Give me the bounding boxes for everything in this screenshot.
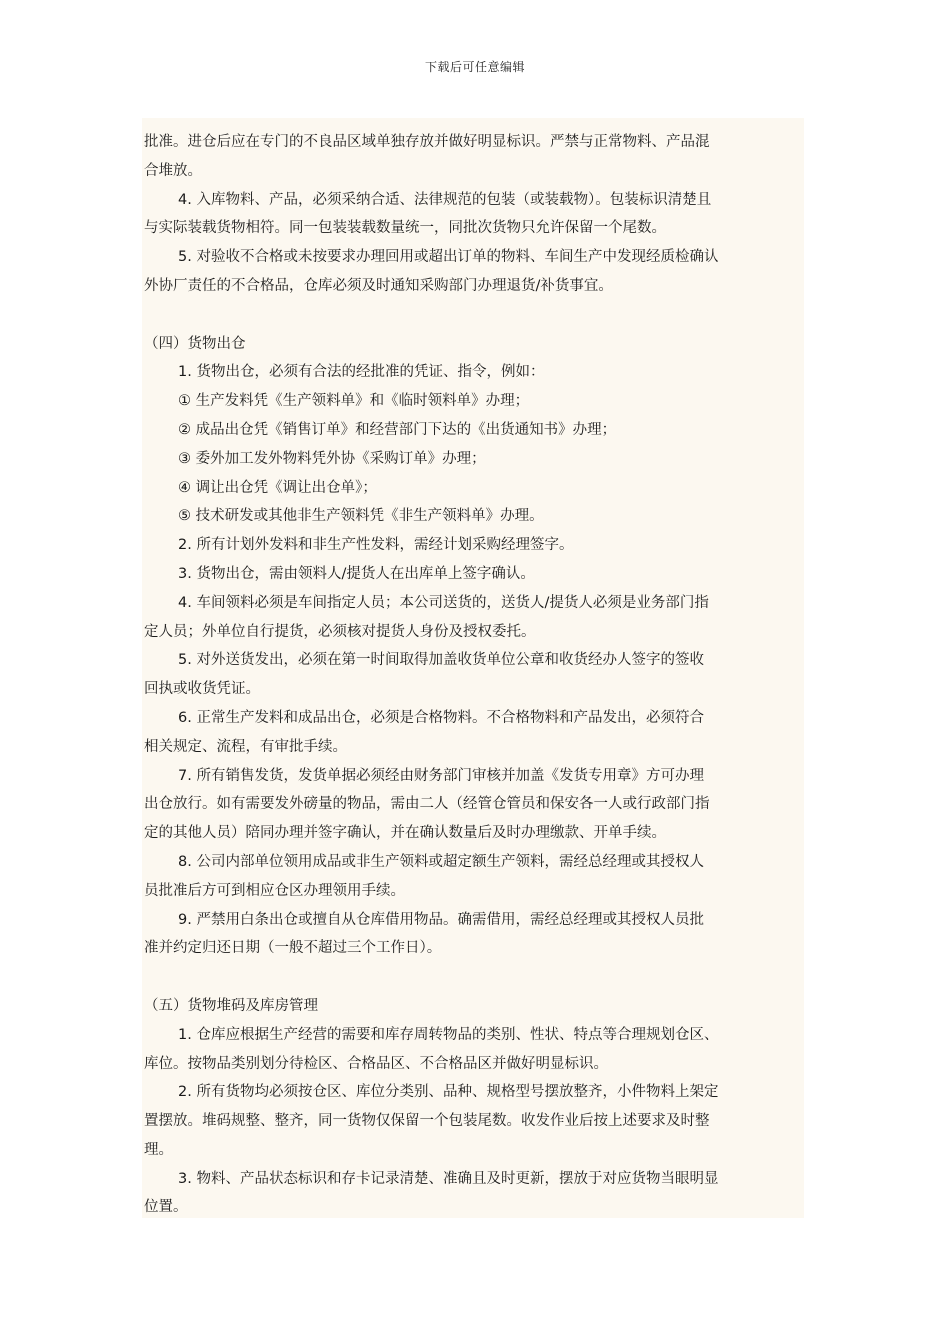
paragraph-gap	[144, 963, 806, 992]
text-line: 批准。进仓后应在专门的不良品区域单独存放并做好明显标识。严禁与正常物料、产品混	[144, 134, 710, 150]
text-line: 1. 仓库应根据生产经营的需要和库存周转物品的类别、性状、特点等合理规划仓区、	[178, 1026, 719, 1043]
text-line: ① 生产发料凭《生产领料单》和《临时领料单》办理；	[178, 393, 530, 410]
text-line: 相关规定、流程，有审批手续。	[144, 738, 347, 755]
text-line: 6. 正常生产发料和成品出仓，必须是合格物料。不合格物料和产品发出，必须符合	[178, 709, 704, 726]
text-line: 定人员；外单位自行提货，必须核对提货人身份及授权委托。	[144, 623, 536, 640]
text-line: 位置。	[144, 1199, 188, 1216]
text-line: 3. 货物出仓，需由领料人/提货人在出库单上签字确认。	[178, 565, 535, 582]
text-line: 出仓放行。如有需要发外磅量的物品，需由二人（经管仓管员和保安各一人或行政部门指	[144, 796, 710, 813]
text-line: ④ 调让出仓凭《调让出仓单》；	[178, 479, 377, 496]
text-line: 9. 严禁用白条出仓或擅自从仓库借用物品。确需借用，需经总经理或其授权人员批	[178, 911, 704, 928]
text-line: ③ 委外加工发外物料凭外协《采购订单》办理；	[178, 450, 486, 467]
text-line: 1. 货物出仓，必须有合法的经批准的凭证、指令，例如：	[178, 364, 545, 381]
text-line: 准并约定归还日期（一般不超过三个工作日）。	[144, 940, 442, 957]
paragraph-gap	[144, 301, 806, 330]
text-line: 5. 对外送货发出，必须在第一时间取得加盖收货单位公章和收货经办人签字的签收	[178, 652, 704, 669]
page-header: 下载后可任意编辑	[424, 60, 525, 74]
text-line: 2. 所有计划外发料和非生产性发料，需经计划采购经理签字。	[178, 537, 574, 554]
text-line: 2. 所有货物均必须按仓区、库位分类别、品种、规格型号摆放整齐，小件物料上架定	[178, 1084, 719, 1101]
text-line: 3. 物料、产品状态标识和存卡记录清楚、准确且及时更新，摆放于对应货物当眼明显	[178, 1170, 719, 1187]
text-line: ⑤ 技术研发或其他非生产领料凭《非生产领料单》办理。	[178, 508, 544, 525]
text-line: 与实际装载货物相符。同一包装装载数量统一，同批次货物只允许保留一个尾数。	[144, 220, 666, 237]
text-line: ② 成品出仓凭《销售订单》和经营部门下达的《出货通知书》办理；	[178, 421, 617, 438]
text-line: 定的其他人员）陪同办理并签字确认，并在确认数量后及时办理缴款、开单手续。	[144, 825, 666, 842]
text-line: 4. 入库物料、产品，必须采纳合适、法律规范的包装（或装载物）。包装标识清楚且	[178, 191, 712, 208]
text-line: 外协厂责任的不合格品，仓库必须及时通知采购部门办理退货/补货事宜。	[144, 277, 613, 294]
text-line: 合堆放。	[144, 162, 202, 179]
text-line: 回执或收货凭证。	[144, 681, 260, 698]
text-line: 4. 车间领料必须是车间指定人员；本公司送货的，送货人/提货人必须是业务部门指	[178, 594, 709, 611]
text-line: 库位。按物品类别划分待检区、合格品区、不合格品区并做好明显标识。	[144, 1055, 608, 1072]
text-line: 员批准后方可到相应仓区办理领用手续。	[144, 882, 405, 899]
text-line: （四）货物出仓	[144, 335, 246, 352]
text-line: 理。	[144, 1141, 173, 1158]
text-line: 8. 公司内部单位领用成品或非生产领料或超定额生产领料，需经总经理或其授权人	[178, 853, 704, 870]
text-line: 7. 所有销售发货，发货单据必须经由财务部门审核并加盖《发货专用章》方可办理	[178, 767, 704, 784]
document-body	[144, 128, 806, 1222]
text-line: 5. 对验收不合格或未按要求办理回用或超出订单的物料、车间生产中发现经质检确认	[178, 249, 719, 266]
text-line: （五）货物堆码及库房管理	[144, 997, 318, 1014]
text-line: 置摆放。堆码规整、整齐，同一货物仅保留一个包装尾数。收发作业后按上述要求及时整	[144, 1113, 710, 1130]
